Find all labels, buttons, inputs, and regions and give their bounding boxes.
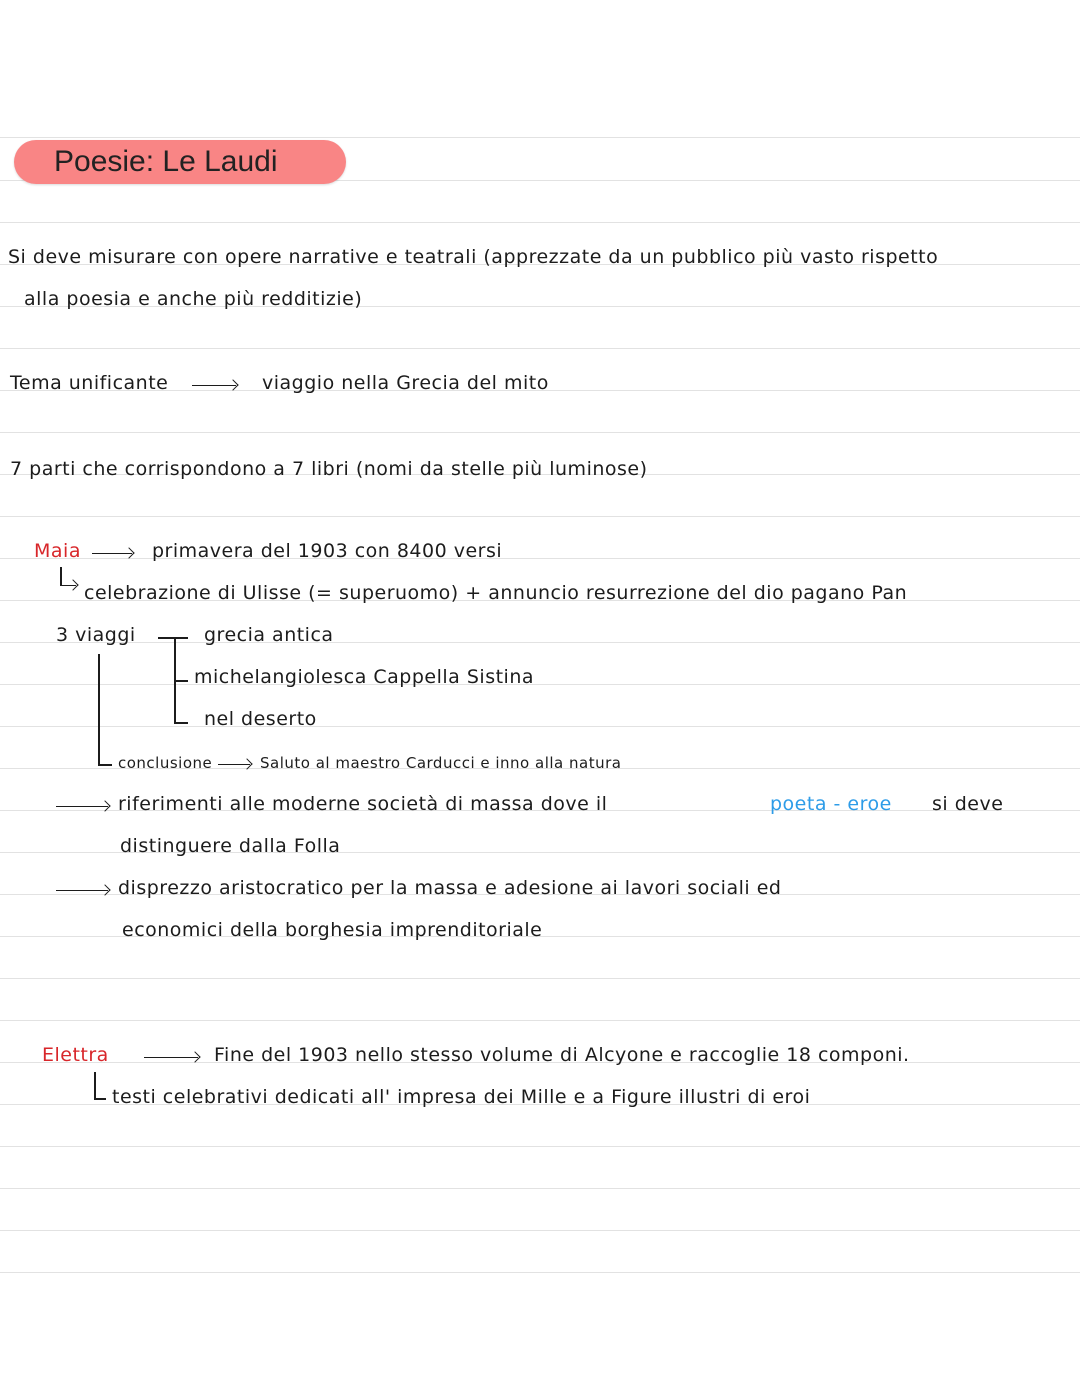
parti-line: 7 parti che corrispondono a 7 libri (nomi da stelle più luminose) [10, 458, 648, 480]
tema-label: Tema unificante [10, 372, 169, 394]
maia-line-1: primavera del 1903 con 8400 versi [152, 540, 503, 562]
maia-heading: Maia [34, 540, 81, 562]
title-banner [14, 140, 346, 184]
connector-line [98, 654, 100, 764]
viaggio-item: grecia antica [204, 624, 334, 646]
intro-line-2: alla poesia e anche più redditizie) [24, 288, 363, 310]
ruled-line [0, 1146, 1080, 1147]
connector-line [94, 1098, 106, 1100]
arrow-icon [56, 890, 108, 891]
ruled-line [0, 684, 1080, 685]
arrow-icon [218, 764, 250, 765]
ruled-line [0, 726, 1080, 727]
ruled-line [0, 137, 1080, 138]
conclusione-label: conclusione [118, 754, 213, 772]
arrow-icon [56, 806, 108, 807]
ruled-line [0, 978, 1080, 979]
viaggi-label: 3 viaggi [56, 624, 136, 646]
connector-line [174, 722, 188, 724]
ruled-line [0, 432, 1080, 433]
ruled-line [0, 1272, 1080, 1273]
connector-line [174, 680, 188, 682]
connector-line [98, 764, 112, 766]
connector-line [94, 1072, 96, 1098]
elettra-line-1: Fine del 1903 nello stesso volume di Alcyone e raccoglie 18 componi. [214, 1044, 910, 1066]
connector-line [60, 567, 62, 585]
ruled-line [0, 1188, 1080, 1189]
viaggio-item: michelangiolesca Cappella Sistina [194, 666, 535, 688]
intro-line-1: Si deve misurare con opere narrative e teatrali (apprezzate da un pubblico più vasto rispetto [8, 246, 939, 268]
tema-value: viaggio nella Grecia del mito [262, 372, 549, 394]
ruled-line [0, 348, 1080, 349]
disprezzo-text: disprezzo aristocratico per la massa e adesione ai lavori sociali ed [118, 877, 782, 899]
disprezzo-line-2: economici della borghesia imprenditoriale [122, 919, 543, 941]
ruled-line [0, 516, 1080, 517]
ruled-line [0, 222, 1080, 223]
arrow-icon [60, 585, 76, 586]
ruled-line [0, 1020, 1080, 1021]
riferimenti-cont: si deve [932, 793, 1004, 815]
page-title: Poesie: Le Laudi [54, 145, 278, 178]
ruled-line [0, 642, 1080, 643]
maia-line-2: celebrazione di Ulisse (= superuomo) + annuncio resurrezione del dio pagano Pan [84, 582, 908, 604]
elettra-line-2: testi celebrativi dedicati all' impresa dei Mille e a Figure illustri di eroi [112, 1086, 811, 1108]
arrow-icon [192, 385, 236, 386]
arrow-icon [92, 553, 132, 554]
riferimenti-line-2: distinguere dalla Folla [120, 835, 341, 857]
connector-line [158, 637, 188, 639]
arrow-icon [144, 1057, 198, 1058]
poeta-eroe-highlight: poeta - eroe [770, 793, 892, 815]
ruled-line [0, 1230, 1080, 1231]
viaggio-item: nel deserto [204, 708, 317, 730]
riferimenti-text: riferimenti alle moderne società di massa dove il [118, 793, 608, 815]
elettra-heading: Elettra [42, 1044, 109, 1066]
conclusione-text: Saluto al maestro Carducci e inno alla natura [260, 754, 622, 772]
